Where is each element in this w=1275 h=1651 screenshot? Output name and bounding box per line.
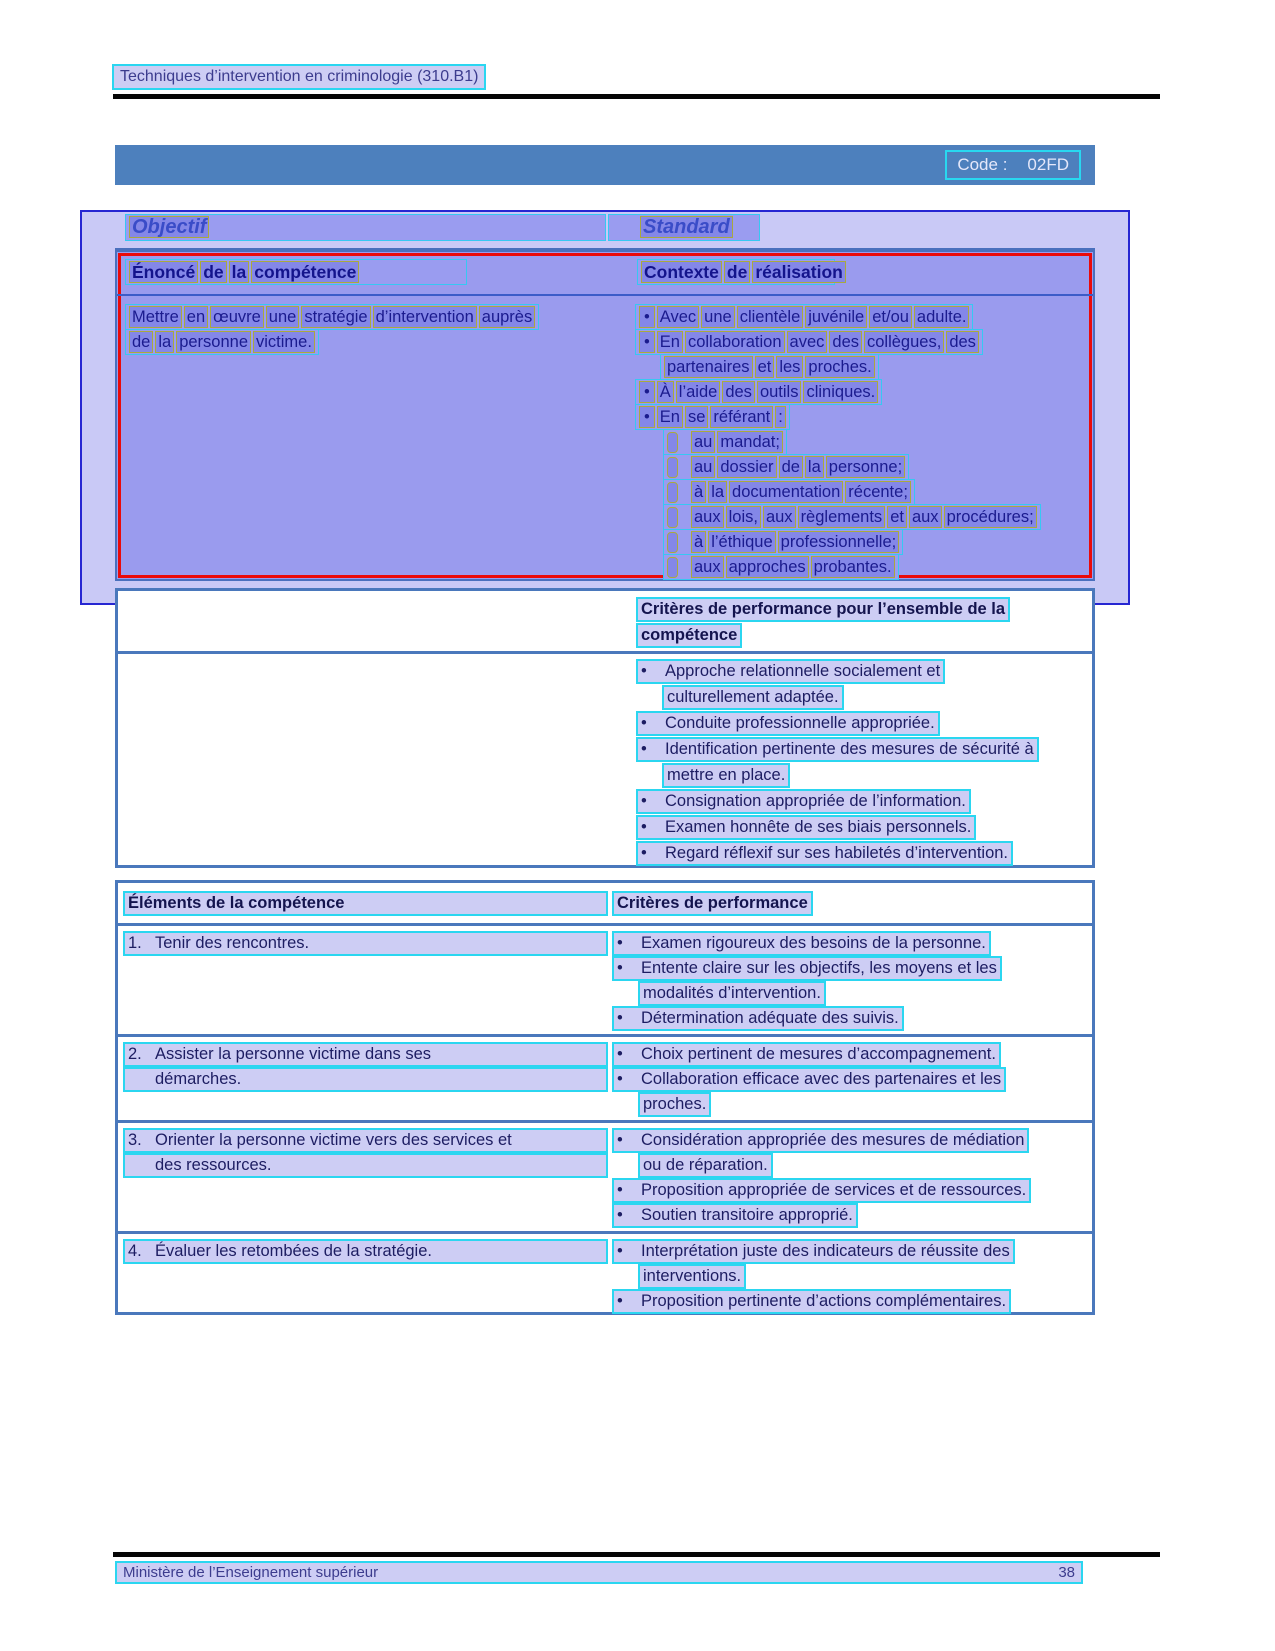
bullet-icon: • — [617, 1131, 623, 1149]
competence-table-header-separator — [117, 294, 1093, 296]
bullet-icon: • — [617, 1070, 623, 1088]
heading-standard: Standard — [639, 216, 734, 238]
sub-bullet-icon — [667, 532, 678, 553]
overall-criteria-header-line2: compétence — [636, 623, 742, 648]
context-subline: aux approches probantes. — [635, 554, 1087, 579]
header-rule — [113, 94, 1160, 99]
bullet-icon: • — [641, 844, 647, 862]
context-subline: aux lois, aux règlements et aux procédures; — [635, 504, 1087, 529]
elements-table-row: 3. Orienter la personne victime vers des services et des ressources. • Considération appropriée des mesures de médiation ou de réparation. • Proposition appropriée de services et de ressources. • Soutien transitoire approprié. — [118, 1123, 1092, 1234]
bullet-icon: • — [617, 934, 623, 952]
context-line: partenaires et les proches. — [635, 354, 1087, 379]
statement-line: de la personne victime. — [125, 329, 622, 354]
context-subline: à la documentation récente; — [635, 479, 1087, 504]
context-subline: au dossier de la personne; — [635, 454, 1087, 479]
context-subline: à l’éthique professionnelle; — [635, 529, 1087, 554]
context-subline: au mandat; — [635, 429, 1087, 454]
page-header — [112, 64, 486, 90]
competence-table-right-header: Contexte de réalisation — [637, 259, 835, 285]
heading-objectif: Objectif — [128, 216, 210, 238]
bullet-icon: • — [639, 381, 655, 403]
bullet-icon: • — [639, 406, 655, 428]
context-cell — [635, 304, 1087, 579]
running-header-text: Techniques d’intervention en criminologie (310.B1) — [112, 64, 486, 90]
context-line: • À l’aide des outils cliniques. — [635, 379, 1087, 404]
bullet-icon: • — [617, 1242, 623, 1260]
competence-statement-cell — [125, 304, 622, 354]
criteria-line: mettre en place. — [636, 763, 1092, 789]
context-line: • En collaboration avec des collègues, des — [635, 329, 1087, 354]
criteria-line: • Identification pertinente des mesures de sécurité à — [636, 737, 1092, 763]
elements-table-row: 4. Évaluer les retombées de la stratégie. • Interprétation juste des indicateurs de réussite des interventions. • Proposition pertinente d’actions complémentaires. — [118, 1234, 1092, 1317]
context-line: • Avec une clientèle juvénile et/ou adulte. — [635, 304, 1087, 329]
competence-table-left-header: Énoncé de la compétence — [125, 259, 467, 285]
footer-text: Ministère de l’Enseignement supérieur — [123, 1564, 379, 1581]
code-value: 02FD — [1027, 155, 1069, 174]
overall-criteria-header — [636, 597, 1010, 649]
bullet-icon: • — [617, 1206, 623, 1224]
bullet-icon: • — [617, 1181, 623, 1199]
criteria-line: • Conduite professionnelle appropriée. — [636, 711, 1092, 737]
heading-objectif-box — [125, 214, 606, 241]
sub-bullet-icon — [667, 507, 678, 528]
bullet-icon: • — [617, 1045, 623, 1063]
elements-table-row: 1. Tenir des rencontres. • Examen rigoureux des besoins de la personne. • Entente claire sur les objectifs, les moyens et les modalités d’intervention. • Détermination adéquate des suivis. — [118, 926, 1092, 1037]
sub-bullet-icon — [667, 457, 678, 478]
sub-bullet-icon — [667, 432, 678, 453]
criteria-line: • Consignation appropriée de l’information. — [636, 789, 1092, 815]
bullet-icon: • — [641, 740, 647, 758]
overall-criteria-list — [636, 659, 1092, 867]
overall-criteria-table — [115, 588, 1095, 868]
item-number: 1. — [128, 934, 142, 952]
page-number: 38 — [1058, 1564, 1075, 1581]
elements-table — [115, 880, 1095, 1315]
bullet-icon: • — [639, 306, 655, 328]
criteria-line: culturellement adaptée. — [636, 685, 1092, 711]
criteria-line: • Regard réflexif sur ses habiletés d’intervention. — [636, 841, 1092, 867]
elements-table-header-row — [118, 883, 1092, 926]
elements-table-row: 2. Assister la personne victime dans ses démarches. • Choix pertinent de mesures d’accompagnement. • Collaboration efficace avec des partenaires et les proches. — [118, 1037, 1092, 1123]
bullet-icon: • — [641, 662, 647, 680]
context-line: • En se référant : — [635, 404, 1087, 429]
footer-rule — [113, 1552, 1160, 1557]
item-number: 4. — [128, 1242, 142, 1260]
criteria-line: • Approche relationnelle socialement et — [636, 659, 1092, 685]
item-number: 3. — [128, 1131, 142, 1149]
bullet-icon: • — [639, 331, 655, 353]
overall-criteria-header-line1: Critères de performance pour l’ensemble de la — [636, 597, 1010, 622]
code-banner — [115, 145, 1095, 185]
code-badge — [945, 150, 1081, 180]
bullet-icon: • — [617, 1009, 623, 1027]
item-number: 2. — [128, 1045, 142, 1063]
heading-standard-box — [608, 214, 760, 241]
criteria-header: Critères de performance — [612, 891, 813, 916]
bullet-icon: • — [617, 959, 623, 977]
sub-bullet-icon — [667, 557, 678, 578]
competence-table — [115, 248, 1095, 581]
bullet-icon: • — [641, 714, 647, 732]
criteria-line: • Examen honnête de ses biais personnels. — [636, 815, 1092, 841]
bullet-icon: • — [617, 1292, 623, 1310]
bullet-icon: • — [641, 792, 647, 810]
overall-criteria-separator — [118, 651, 1092, 654]
elements-header: Éléments de la compétence — [123, 891, 608, 916]
bullet-icon: • — [641, 818, 647, 836]
statement-line: Mettre en œuvre une stratégie d’intervention auprès — [125, 304, 622, 329]
sub-bullet-icon — [667, 482, 678, 503]
page-footer — [115, 1561, 1083, 1584]
code-label: Code : — [957, 155, 1008, 174]
